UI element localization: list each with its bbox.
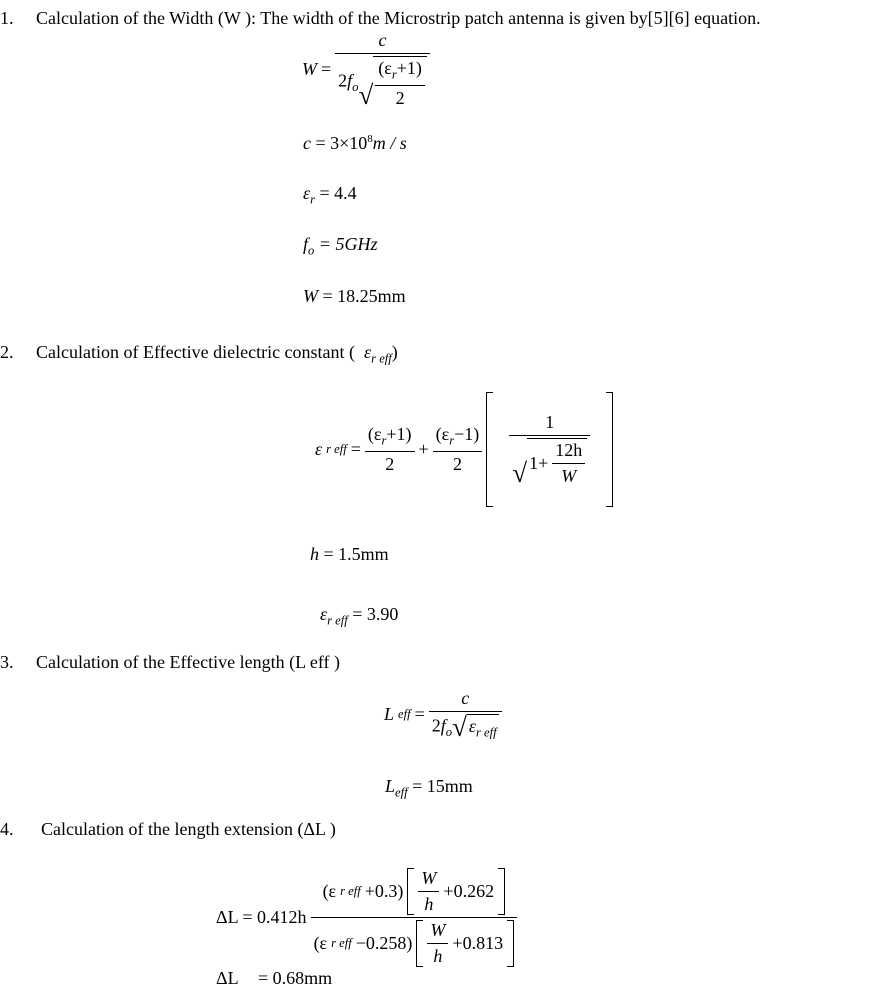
t: m / s xyxy=(372,133,407,153)
t: (ε xyxy=(435,424,450,445)
t: h xyxy=(418,891,439,915)
t: c xyxy=(303,133,311,153)
t: +0.262 xyxy=(443,881,495,901)
t: (ε xyxy=(322,881,337,901)
t: ε xyxy=(364,342,372,362)
fo-value xyxy=(303,234,377,259)
t: 1+ xyxy=(529,453,549,473)
t: W xyxy=(303,286,318,306)
effective-dielectric-equation xyxy=(315,392,613,507)
t: h xyxy=(427,943,448,967)
h-value xyxy=(310,544,389,565)
t: ε xyxy=(303,183,311,203)
t: 12h xyxy=(555,440,583,460)
item-2-number: 2. xyxy=(0,342,14,362)
er-value xyxy=(303,183,357,208)
item-4-heading: Calculation of the length extension (ΔL ) xyxy=(41,819,336,839)
t: −1) xyxy=(454,424,480,445)
t: L xyxy=(385,776,396,796)
dl-rhs: = 0.68mm xyxy=(258,968,333,988)
t: ε xyxy=(468,716,476,737)
bracket-left xyxy=(486,392,493,507)
t: = 5GHz xyxy=(318,234,378,254)
t: W xyxy=(552,463,585,487)
t: 2 xyxy=(431,715,441,736)
numerator: c xyxy=(378,30,387,50)
t: r eff xyxy=(476,726,497,740)
t: r eff xyxy=(326,442,347,456)
fraction xyxy=(497,412,602,487)
bracket-right xyxy=(606,392,613,507)
t: 1 xyxy=(545,412,555,432)
t: +1) xyxy=(396,58,422,78)
t: r xyxy=(381,433,387,448)
eq-lhs: W xyxy=(302,58,317,79)
leff-value xyxy=(385,776,473,801)
sub: r xyxy=(391,67,397,82)
t: c xyxy=(461,688,470,708)
fraction xyxy=(335,30,430,109)
t: (ε xyxy=(313,933,328,953)
t: W xyxy=(430,920,446,940)
t: −0.258) xyxy=(355,933,413,953)
t: r eff xyxy=(327,613,348,628)
t: +0.3) xyxy=(364,881,404,901)
ereff-value xyxy=(320,604,398,629)
t: r eff xyxy=(340,884,361,898)
sqrt xyxy=(358,56,426,109)
t: +0.813 xyxy=(452,933,504,953)
t: = 3×10 xyxy=(315,133,368,153)
t: eff xyxy=(395,785,408,800)
t: + xyxy=(418,439,429,459)
t: o xyxy=(308,243,315,258)
t: o xyxy=(445,725,453,740)
length-extension-equation xyxy=(216,868,517,967)
item-3-heading: Calculation of the Effective length (L eff ) xyxy=(36,652,341,672)
t: f xyxy=(303,234,309,254)
radical: √ xyxy=(452,712,467,742)
t: r eff xyxy=(331,936,352,950)
item-2-heading xyxy=(36,342,398,367)
fraction xyxy=(433,424,483,475)
denominator xyxy=(335,53,430,109)
t: (ε xyxy=(367,424,382,445)
c-value xyxy=(303,133,407,154)
t: ) xyxy=(391,342,398,362)
t: r xyxy=(449,433,455,448)
t: = 18.25mm xyxy=(322,286,406,306)
item-1-number: 1. xyxy=(0,8,14,28)
item-4-number: 4. xyxy=(0,819,14,839)
f: f xyxy=(347,70,353,91)
t: r eff xyxy=(371,351,392,366)
radical: √ xyxy=(358,79,374,110)
fraction xyxy=(365,424,415,475)
t: 2 xyxy=(433,451,483,475)
t: h xyxy=(310,544,319,564)
t: = 1.5mm xyxy=(323,544,389,564)
item-3-number: 3. xyxy=(0,652,14,672)
t: ε xyxy=(320,604,328,624)
t: = 15mm xyxy=(412,776,473,796)
item-1-heading: Calculation of the Width (W ): The width of the Microstrip patch antenna is given by[5][6] equation. xyxy=(36,8,761,28)
t: 2 xyxy=(375,85,425,109)
t: = 4.4 xyxy=(319,183,357,203)
radical: √ xyxy=(512,458,528,488)
t: (ε xyxy=(378,58,392,78)
t: = 3.90 xyxy=(352,604,399,624)
t: r xyxy=(310,192,315,207)
eq-sign: = xyxy=(321,58,332,79)
effective-length-equation xyxy=(384,688,502,741)
t: 2 xyxy=(365,451,415,475)
sqrt-body xyxy=(373,56,427,109)
t: W xyxy=(421,868,437,888)
dl-value: ΔL xyxy=(216,968,239,988)
t: eff xyxy=(398,707,411,721)
sub: o xyxy=(352,80,359,95)
t: +1) xyxy=(386,424,412,445)
t: L xyxy=(384,704,395,724)
coef: 2 xyxy=(338,70,348,91)
t: = xyxy=(414,704,425,724)
t: ε xyxy=(315,439,323,459)
t: ΔL = 0.412h xyxy=(216,907,307,927)
fraction xyxy=(429,688,502,741)
t: 8 xyxy=(367,133,373,145)
t: f xyxy=(440,715,446,736)
t: = xyxy=(350,439,361,459)
fraction xyxy=(311,868,518,967)
t: Calculation of Effective dielectric constant ( xyxy=(36,342,356,362)
w-value xyxy=(303,286,406,307)
width-equation xyxy=(302,30,430,109)
